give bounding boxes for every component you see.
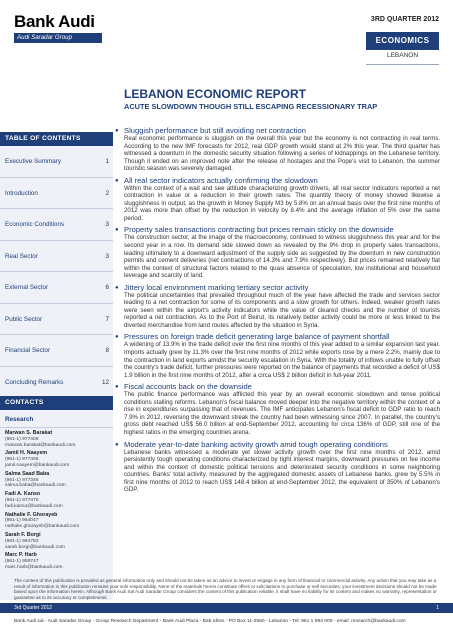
contact-name: Jamil H. Naayem bbox=[5, 450, 48, 457]
contact-name: Fadi A. Kanso bbox=[5, 491, 41, 498]
summary-heading: Sluggish performance but still avoiding net contraction bbox=[124, 126, 306, 135]
contact-phone: (961-1) 964047 bbox=[5, 518, 39, 524]
summary-text: The construction sector, at the image of the macroeconomy, continued to witness sluggishness this year and for the second year in a row. Its demand side slowed down as revealed by the 9% drop in property sales transactions, leading ultimately to a downward adjustment of the supply side as suggested by the downturn in new construction permits and cement deliveries (net contractions of 14.3% and 7.9% respectively). But prices remained relatively flat within the context of structural factors related to the quasi absence of speculation, low institutional and household leverage and scarcity of land. bbox=[124, 234, 440, 280]
summary-item bbox=[115, 382, 440, 436]
bullet-icon: ● bbox=[115, 284, 119, 291]
contact-phone: (961-1) 977409 bbox=[5, 436, 39, 442]
bullet-icon: ● bbox=[115, 334, 119, 341]
toc-item-page: 12 bbox=[101, 378, 109, 386]
toc-item[interactable] bbox=[0, 367, 113, 399]
contact-name: Nathalie F. Ghorayeb bbox=[5, 511, 58, 518]
contact-phone: (961-1) 964783 bbox=[5, 538, 39, 544]
summary-heading: Jittery local environment marking tertiary sector activity bbox=[124, 282, 309, 292]
contact-email[interactable]: marc.harb@bankaudi.com bbox=[5, 564, 63, 570]
header-divider bbox=[366, 64, 439, 65]
contact-email[interactable]: marwan.barakat@bankaudi.com bbox=[5, 442, 76, 448]
contact-card bbox=[0, 550, 113, 570]
toc-item-label: Financial Sector bbox=[5, 347, 51, 354]
summary-heading: Fiscal accounts back on the downside bbox=[124, 382, 252, 392]
summary-heading: Moderate year-to-date banking activity growth amid tough operating conditions bbox=[124, 439, 388, 449]
toc-item[interactable] bbox=[0, 178, 113, 210]
contact-phone: (961-1) 959747 bbox=[5, 559, 39, 565]
disclaimer: The content of this publication is provided as general information only and should not be taken as an advice to invest or engage in any form of financial or commercial activity. Any action that you may take as a result of information in this publication remains your sole responsibility. None of the materials herein constitute offers or solicitations to purchase or sell securities, your investment decisions should not be made based upon the information herein. Although Bank Audi Sal Audi Saradar Group considers the content of this publication reliable, it shall have no liability for its content and makes no warranty, representation or guarantee as to its accuracy or completeness. bbox=[14, 578, 437, 600]
contact-card bbox=[0, 469, 113, 489]
summary-heading: All real sector indicators actually confirming the slowdown bbox=[124, 175, 318, 185]
toc-item[interactable] bbox=[0, 335, 113, 367]
toc-list bbox=[0, 146, 113, 398]
contact-card bbox=[0, 448, 113, 468]
bullet-icon: ● bbox=[115, 177, 119, 184]
brand-group: Audi Saradar Group bbox=[14, 33, 102, 43]
toc-item[interactable] bbox=[0, 304, 113, 336]
summary-item bbox=[115, 282, 440, 330]
executive-summary bbox=[115, 126, 440, 497]
footer-bar bbox=[0, 603, 453, 613]
bank-audi-logo bbox=[14, 13, 102, 43]
contact-phone: (961-1) 977470 bbox=[5, 497, 39, 503]
contact-email[interactable]: fadi.kanso@bankaudi.com bbox=[5, 503, 63, 509]
brand-name: Bank Audi bbox=[14, 12, 95, 31]
report-title: LEBANON ECONOMIC REPORT bbox=[124, 87, 307, 101]
contact-card bbox=[0, 489, 113, 509]
summary-item bbox=[115, 332, 440, 379]
toc-item-page: 1 bbox=[105, 158, 109, 165]
contact-email[interactable]: nathalie.ghorayeb@bankaudi.com bbox=[5, 524, 80, 530]
report-quarter: 3RD QUARTER 2012 bbox=[370, 16, 439, 23]
subsection-label: LEBANON bbox=[386, 52, 419, 59]
summary-text: The political uncertainties that prevailed throughout much of the year have affected the trade and services sector leading to a net contraction for some of its components and a slow growth for others. Indeed, weaker growth rates were seen within the airport's activity indicators while the value of cleared checks and the number of tourists reported a net contraction. As to the Port of Beirut, its relatively better activity could be more or less linked to the diverted merchandise from land routes affected by the situation in Syria. bbox=[124, 291, 440, 329]
contact-card bbox=[0, 510, 113, 530]
contact-card bbox=[0, 428, 113, 448]
toc-item-label: Concluding Remarks bbox=[5, 378, 64, 386]
toc-item-label: Economic Conditions bbox=[5, 221, 65, 228]
summary-heading: Pressures on foreign trade deficit generating large balance of payment shortfall bbox=[124, 332, 390, 342]
toc-heading: TABLE OF CONTENTS bbox=[0, 132, 113, 146]
toc-item-page: 3 bbox=[105, 221, 109, 228]
toc-item-label: Introduction bbox=[5, 189, 38, 197]
bullet-icon: ● bbox=[115, 441, 119, 448]
report-subtitle: ACUTE SLOWDOWN THOUGH STILL ESCAPING RECESSIONARY TRAP bbox=[124, 102, 378, 111]
summary-item bbox=[115, 225, 440, 280]
contact-name: Marc P. Harb bbox=[5, 552, 37, 559]
toc-item-label: Executive Summary bbox=[5, 158, 61, 165]
bullet-icon: ● bbox=[115, 384, 119, 391]
summary-text: Real economic performance is sluggish on the overall this year but the economy is not contracting in real terms. According to the new IMF forecasts for 2012, real GDP growth would stand at 2% this year. The third quarter has witnessed a downturn in the domestic security situation following a series of kidnappings on the Lebanese territory. Though it ended on an improved note after the release of hostages and the Pope's visit to Lebanon, the summer touristic season was severely damaged. bbox=[124, 135, 440, 173]
contact-card bbox=[0, 530, 113, 550]
bullet-icon: ● bbox=[115, 227, 119, 234]
toc-item-label: Public Sector bbox=[5, 315, 43, 323]
contact-name: Salma Saad Baba bbox=[5, 470, 50, 477]
summary-text: Within the context of a wait and see attitude characterizing growth drivers, all real sector indicators reported a net contraction in value or a reduction in their growth rates. The quantity theory of money showed likewise a sluggishness in output, as the growth in Money Supply M3 by 5.8% on an annual basis over the first nine months of 2012 was more than offset by the reduction in velocity by 8.4% and the average inflation of 5% over the same period. bbox=[124, 184, 440, 222]
toc-item[interactable] bbox=[0, 209, 113, 241]
toc-item-page: 8 bbox=[105, 347, 109, 354]
contact-name: Sarah F. Borgi bbox=[5, 531, 41, 538]
toc-item-page: 6 bbox=[105, 284, 109, 291]
summary-item bbox=[115, 126, 440, 173]
summary-heading: Property sales transactions contracting but prices remain sticky on the downside bbox=[124, 225, 394, 235]
contact-name: Marwan S. Barakat bbox=[5, 430, 53, 436]
footer-quarter: 3rd Quarter 2012 bbox=[14, 605, 53, 611]
contacts-research-label: Research bbox=[0, 410, 113, 428]
toc-item-label: External Sector bbox=[5, 284, 49, 291]
contact-phone: (961-1) 977406 bbox=[5, 457, 39, 463]
toc-item-label: Real Sector bbox=[5, 252, 38, 260]
page-number: 1 bbox=[436, 605, 439, 611]
section-label: ECONOMICS bbox=[366, 32, 439, 50]
contact-email[interactable]: salma.baba@bankaudi.com bbox=[5, 483, 66, 489]
contact-email[interactable]: jamil.naayem@bankaudi.com bbox=[5, 462, 70, 468]
toc-item[interactable] bbox=[0, 272, 113, 304]
contact-email[interactable]: sarah.borgi@bankaudi.com bbox=[5, 544, 65, 550]
footer-address: Bank Audi sal - Audi Saradar Group - Group Research Department - Bank Audi Plaza - Bab Idriss - PO Box 11-2560 - Lebanon - Tel: 961 1 994 000 - email: research@bankaudi.com bbox=[14, 619, 406, 624]
toc-item-page: 3 bbox=[105, 252, 109, 260]
toc-item[interactable] bbox=[0, 146, 113, 178]
summary-text: Lebanese banks witnessed a moderate yet slower activity growth over the first nine months of 2012, amid persistently tough operating conditions characterized by tight interest margins, downward pressures on fee income and within the context of domestic political tensions and deteriorated security conditions in some neighboring countries. Banks' total activity, measured by the aggregated domestic assets of Lebanese banks, grew by 5.5% in first nine months of 2012 to reach US$ 148.4 billion at end-September 2012, the equivalent of 350% of Lebanon's GDP. bbox=[124, 448, 440, 494]
toc-item-page: 2 bbox=[105, 189, 109, 197]
toc-item[interactable] bbox=[0, 241, 113, 273]
contacts-panel bbox=[0, 396, 113, 571]
bullet-icon: ● bbox=[115, 128, 119, 134]
toc-item-page: 7 bbox=[105, 315, 109, 323]
summary-text: The public finance performance was afflicted this year by an overall economic slowdown and tense political conditions stalling reforms. Lebanon's fiscal balance moved deeper into the negative territory within the context of a rise in expenditures surpassing that of revenues. The IMF anticipates Lebanon's fiscal deficit to GDP ratio to reach 7.9% in 2012, reversing the downward streak the country had been witnessing since 2007. In parallel, the country's gross debt reached US$ 56.0 billion at end-September 2012, accounting for circa 136% of GDP, still one of the highest ratios in the emerging countries arena. bbox=[124, 391, 440, 436]
summary-item bbox=[115, 175, 440, 223]
contacts-heading: CONTACTS bbox=[0, 396, 113, 410]
summary-item bbox=[115, 439, 440, 494]
sidebar bbox=[0, 132, 113, 600]
summary-text: A widening of 13.9% in the trade deficit over the first nine months of this year added to a similar expansion last year. Imports actually grew by 11.3% over the first nine months of 2012 while exports rose by a mere 2.2%, mainly due to the contraction in land exports amidst the security escalation in Syria. With the totality of inflows unable to fully offset the country's trade deficit, further pressures were reported on the balance of payments that recorded a deficit of US$ 1.9 billion in the first nine months of 2012, after a circa US$ 2 billion deficit in full-year 2011. bbox=[124, 341, 440, 379]
contact-phone: (961-1) 977346 bbox=[5, 477, 39, 483]
